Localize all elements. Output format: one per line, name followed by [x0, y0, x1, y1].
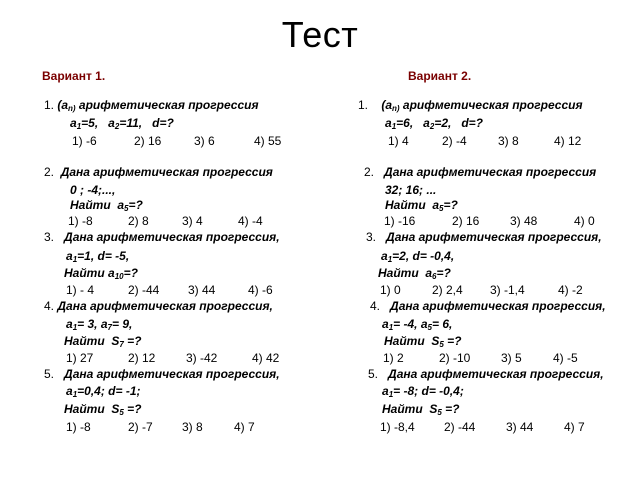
v1-q2-number: 2.: [44, 165, 55, 179]
v1-q1-answers: [72, 133, 281, 149]
v1-q5-answer-1[interactable]: 1) -8: [66, 420, 91, 434]
v1-q5-conditions: $a_1=0,4$; d= -1;: [66, 384, 141, 399]
v2-q5-text: Дана арифметическая прогрессия,: [388, 367, 604, 381]
v1-q5-answer-3[interactable]: 3) 8: [182, 420, 203, 434]
v1-q2-answer-2[interactable]: 2) 8: [128, 214, 149, 228]
v2-q2-answer-4[interactable]: 4) 0: [574, 214, 595, 228]
v1-q5-answer-2[interactable]: 2) -7: [128, 420, 153, 434]
v2-q4-answers: [383, 350, 578, 366]
v2-q4-answer-1[interactable]: 1) 2: [383, 351, 404, 365]
v2-q1-sequence-symbol: ($a_{n)}$: [381, 98, 400, 113]
v2-question-2: [364, 164, 596, 180]
v2-q5-number: 5.: [368, 367, 379, 381]
v1-q4-text: Дана арифметическая прогрессия,: [57, 299, 273, 313]
v2-question-3: [366, 229, 602, 245]
v1-q3-find: Найти $a_{10}=$?: [64, 266, 138, 281]
v1-q1-answer-4[interactable]: 4) 55: [254, 134, 282, 148]
v2-q5-answers: [380, 419, 585, 435]
v1-q2-answer-3[interactable]: 3) 4: [182, 214, 203, 228]
v1-q2-text: Дана арифметическая прогрессия: [60, 165, 273, 179]
v1-q1-text: арифметическая прогрессия: [75, 98, 259, 112]
v2-q3-find: Найти $a_6=$?: [378, 266, 451, 281]
v1-q5-answers: [66, 419, 255, 435]
v2-q3-conditions: $a_1=2$, d= -0,4,: [381, 249, 455, 264]
v1-q4-answer-4[interactable]: 4) 42: [252, 351, 280, 365]
v1-q1-answer-2[interactable]: 2) 16: [134, 134, 162, 148]
v1-q3-answers: [66, 282, 273, 298]
v2-q2-number: 2.: [364, 165, 375, 179]
v2-q1-text: арифметическая прогрессия: [399, 98, 583, 112]
v2-question-4: [370, 298, 606, 314]
v2-q3-answer-3[interactable]: 3) -1,4: [490, 283, 525, 297]
v1-q5-text: Дана арифметическая прогрессия,: [64, 367, 280, 381]
v2-q4-answer-3[interactable]: 3) 5: [501, 351, 522, 365]
v1-q1-answer-3[interactable]: 3) 6: [194, 134, 215, 148]
v2-q4-find: Найти $S_5$ =?: [384, 334, 462, 349]
v2-q1-answer-4[interactable]: 4) 12: [554, 134, 582, 148]
v2-q1-answer-1[interactable]: 1) 4: [388, 134, 409, 148]
v2-q5-answer-1[interactable]: 1) -8,4: [380, 420, 415, 434]
v1-q3-answer-4[interactable]: 4) -6: [248, 283, 273, 297]
v2-q3-text: Дана арифметическая прогрессия,: [386, 230, 602, 244]
v1-question-1: [44, 97, 259, 113]
v1-q4-answer-1[interactable]: 1) 27: [66, 351, 94, 365]
v2-question-1: [358, 97, 583, 113]
v2-q3-number: 3.: [366, 230, 377, 244]
v2-q3-answer-4[interactable]: 4) -2: [558, 283, 583, 297]
v2-q1-number: 1.: [358, 98, 369, 112]
v2-q1-answer-3[interactable]: 3) 8: [498, 134, 519, 148]
v2-q2-text: Дана арифметическая прогрессия: [384, 165, 597, 179]
v1-q3-answer-3[interactable]: 3) 44: [188, 283, 216, 297]
v2-q2-answers: [384, 213, 595, 229]
v1-q1-number: 1.: [44, 98, 55, 112]
v1-q3-number: 3.: [44, 230, 55, 244]
v1-q4-answer-3[interactable]: 3) -42: [186, 351, 218, 365]
v1-q3-answer-2[interactable]: 2) -44: [128, 283, 160, 297]
variant-2-label: Вариант 2.: [408, 69, 472, 83]
v1-q4-answers: [66, 350, 279, 366]
v1-q1-answer-1[interactable]: 1) -6: [72, 134, 97, 148]
v1-q4-find: Найти $S_7$ =?: [64, 334, 142, 349]
v1-question-2: [44, 164, 273, 180]
v2-q5-answer-3[interactable]: 3) 44: [506, 420, 534, 434]
v1-q4-number: 4.: [44, 299, 55, 313]
v2-q5-answer-2[interactable]: 2) -44: [444, 420, 476, 434]
v1-question-3: [44, 229, 280, 245]
v2-q4-text: Дана арифметическая прогрессия,: [390, 299, 606, 313]
v2-q3-answer-1[interactable]: 1) 0: [380, 283, 401, 297]
v2-q2-answer-1[interactable]: 1) -16: [384, 214, 416, 228]
v1-q1-conditions: $a_1=5$, $a_2=11$, d=?: [70, 116, 174, 131]
v1-q2-answer-1[interactable]: 1) -8: [68, 214, 93, 228]
v2-q5-answer-4[interactable]: 4) 7: [564, 420, 585, 434]
v2-q4-number: 4.: [370, 299, 381, 313]
v1-q2-sequence: 0 ; -4;...,: [70, 183, 116, 197]
v2-q5-conditions: $a_1= -8$; d= -0,4;: [382, 384, 464, 399]
v2-q3-answers: [380, 282, 583, 298]
v1-question-5: [44, 366, 280, 382]
v2-q2-find: Найти $a_5=$?: [385, 198, 458, 213]
v1-q2-find: Найти $a_5=$?: [70, 198, 143, 213]
v2-q5-find: Найти $S_5$ =?: [382, 402, 460, 417]
v1-q4-conditions: $a_1= 3$, $a_7= 9$,: [66, 317, 133, 332]
v1-q5-find: Найти $S_5$ =?: [64, 402, 142, 417]
v2-q2-answer-2[interactable]: 2) 16: [452, 214, 480, 228]
v2-q2-answer-3[interactable]: 3) 48: [510, 214, 538, 228]
v1-q5-number: 5.: [44, 367, 55, 381]
v2-q3-answer-2[interactable]: 2) 2,4: [432, 283, 463, 297]
v2-q2-sequence: 32; 16; ...: [385, 183, 437, 197]
v1-q2-answers: [68, 213, 263, 229]
page-title: Тест: [281, 14, 359, 55]
v1-q1-sequence-symbol: ($a_{n)}$: [57, 98, 76, 113]
v1-q4-answer-2[interactable]: 2) 12: [128, 351, 156, 365]
v2-q4-conditions: $a_1= -4$, $a_5= 6$,: [382, 317, 453, 332]
v1-q3-text: Дана арифметическая прогрессия,: [64, 230, 280, 244]
v2-q1-answers: [388, 133, 581, 149]
v1-q3-conditions: $a_1=1$, d= -5,: [66, 249, 130, 264]
v1-q2-answer-4[interactable]: 4) -4: [238, 214, 263, 228]
v1-q3-answer-1[interactable]: 1) - 4: [66, 283, 95, 297]
v2-q1-answer-2[interactable]: 2) -4: [442, 134, 467, 148]
v2-q4-answer-4[interactable]: 4) -5: [553, 351, 578, 365]
v2-question-5: [368, 366, 604, 382]
v2-q4-answer-2[interactable]: 2) -10: [439, 351, 471, 365]
variant-1-label: Вариант 1.: [42, 69, 106, 83]
v2-q1-conditions: $a_1=6$, $a_2=2$, d=?: [385, 116, 484, 131]
v1-question-4: [44, 298, 273, 314]
v1-q5-answer-4[interactable]: 4) 7: [234, 420, 255, 434]
